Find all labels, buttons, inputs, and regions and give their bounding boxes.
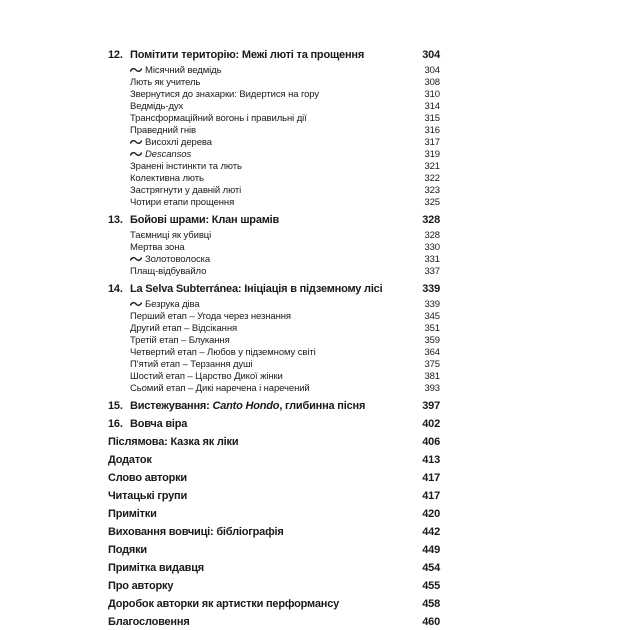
page-number: 458 — [422, 598, 440, 610]
toc-subentry[interactable] — [108, 264, 440, 278]
page-number: 304 — [422, 49, 440, 61]
chapter-number: 13. — [108, 214, 123, 226]
entry-title: Місячний ведмідь — [108, 65, 418, 76]
page-number: 314 — [424, 100, 440, 112]
entry-title: Вовча віра — [130, 418, 188, 430]
entry-title: Плащ-відбувайло — [130, 265, 207, 277]
entry-title: П'ятий етап – Терзання душі — [130, 358, 253, 370]
entry-title: Подяки — [108, 544, 147, 556]
entry-title: Зранені інстинкти та лють — [130, 160, 242, 172]
toc-chapter-entry[interactable] — [108, 525, 440, 539]
toc-chapter-entry[interactable] — [108, 579, 440, 593]
page-number: 328 — [422, 214, 440, 226]
toc-chapter-entry[interactable] — [108, 543, 440, 557]
page-number: 351 — [424, 322, 440, 334]
entry-title: Висохлі дерева — [108, 137, 418, 148]
toc-chapter-entry[interactable] — [108, 399, 440, 413]
page-number: 406 — [422, 436, 440, 448]
entry-title: Бойові шрами: Клан шрамів — [130, 214, 280, 226]
toc-chapter-entry[interactable] — [108, 282, 440, 296]
toc-chapter-entry[interactable] — [108, 48, 440, 62]
page-number: 328 — [424, 229, 440, 241]
toc-chapter-entry[interactable] — [108, 417, 440, 431]
toc-chapter-entry[interactable] — [108, 435, 440, 449]
entry-title: Слово авторки — [108, 472, 187, 484]
entry-title: Descansos — [108, 149, 418, 160]
entry-title: Про авторку — [108, 580, 174, 592]
entry-title: Трансформаційний вогонь і правильні дії — [130, 112, 307, 124]
toc-chapter-entry[interactable] — [108, 561, 440, 575]
page-number: 345 — [424, 310, 440, 322]
page-number: 420 — [422, 508, 440, 520]
page-number: 330 — [424, 241, 440, 253]
entry-title: Перший етап – Угода через незнання — [130, 310, 291, 322]
entry-title: Доробок авторки як артистки перформансу — [108, 598, 340, 610]
page-number: 397 — [422, 400, 440, 412]
page-number: 317 — [424, 136, 440, 148]
entry-title: Примітки — [108, 508, 157, 520]
page-number: 393 — [424, 382, 440, 394]
page-number: 455 — [422, 580, 440, 592]
page-number: 417 — [422, 472, 440, 484]
page-number: 339 — [424, 298, 440, 310]
toc-chapter-entry[interactable] — [108, 615, 440, 629]
toc-subentry[interactable] — [108, 381, 440, 395]
page-number: 402 — [422, 418, 440, 430]
entry-title: Безрука діва — [108, 299, 418, 310]
entry-title: Виховання вовчиці: бібліографія — [108, 526, 284, 538]
entry-title: La Selva Subterránea: Ініціація в підземному лісі — [130, 283, 383, 295]
page-number: 359 — [424, 334, 440, 346]
entry-title: Читацькі групи — [108, 490, 188, 502]
page-number: 323 — [424, 184, 440, 196]
page-number: 375 — [424, 358, 440, 370]
entry-title: Праведний гнів — [130, 124, 196, 136]
wave-icon — [130, 301, 142, 307]
page-number: 310 — [424, 88, 440, 100]
page-number: 325 — [424, 196, 440, 208]
entry-title: Лють як учитель — [130, 76, 201, 88]
toc-chapter-entry[interactable] — [108, 597, 440, 611]
entry-title: Сьомий етап – Дикі наречена і наречений — [130, 382, 310, 394]
toc-subentry[interactable] — [108, 195, 440, 209]
entry-title: Примітка видавця — [108, 562, 205, 574]
entry-title: Помітити територію: Межі люті та прощення — [130, 49, 365, 61]
entry-title: Благословення — [108, 616, 190, 628]
page-number: 339 — [422, 283, 440, 295]
entry-title: Третій етап – Блукання — [130, 334, 230, 346]
page-number: 316 — [424, 124, 440, 136]
chapter-number: 16. — [108, 418, 123, 430]
entry-title: Застрягнути у давній люті — [130, 184, 242, 196]
entry-title: Додаток — [108, 454, 152, 466]
entry-title: Золотоволоска — [108, 254, 418, 265]
entry-title: Чотири етапи прощення — [130, 196, 235, 208]
page-number: 337 — [424, 265, 440, 277]
entry-title: Звернутися до знахарки: Видертися на гору — [130, 88, 320, 100]
page-number: 319 — [424, 148, 440, 160]
entry-title: Таємниці як убивці — [130, 229, 212, 241]
chapter-number: 15. — [108, 400, 123, 412]
entry-title: Другий етап – Відсікання — [130, 322, 238, 334]
entry-title: Ведмідь-дух — [130, 100, 184, 112]
toc-chapter-entry[interactable] — [108, 453, 440, 467]
entry-title: Шостий етап – Царство Дикої жінки — [130, 370, 283, 382]
page-number: 304 — [424, 64, 440, 76]
toc-chapter-entry[interactable] — [108, 507, 440, 521]
wave-icon — [130, 67, 142, 73]
page-number: 413 — [422, 454, 440, 466]
entry-title: Післямова: Казка як ліки — [108, 436, 239, 448]
toc-chapter-entry[interactable] — [108, 489, 440, 503]
entry-title: Колективна лють — [130, 172, 204, 184]
toc-chapter-entry[interactable] — [108, 471, 440, 485]
wave-icon — [130, 256, 142, 262]
page-number: 322 — [424, 172, 440, 184]
entry-title: Мертва зона — [130, 241, 185, 253]
page-number: 417 — [422, 490, 440, 502]
page-number: 315 — [424, 112, 440, 124]
page-number: 454 — [422, 562, 440, 574]
page-number: 460 — [422, 616, 440, 628]
chapter-number: 14. — [108, 283, 123, 295]
entry-title: Четвертий етап – Любов у підземному світі — [130, 346, 316, 358]
wave-icon — [130, 151, 142, 157]
page-number: 449 — [422, 544, 440, 556]
page-number: 308 — [424, 76, 440, 88]
page-number: 442 — [422, 526, 440, 538]
page-number: 364 — [424, 346, 440, 358]
page-number: 321 — [424, 160, 440, 172]
toc-chapter-entry[interactable] — [108, 213, 440, 227]
wave-icon — [130, 139, 142, 145]
page-number: 381 — [424, 370, 440, 382]
entry-title: Вистежування: Canto Hondo, глибинна пісня — [130, 400, 366, 412]
chapter-number: 12. — [108, 49, 123, 61]
page-number: 331 — [424, 253, 440, 265]
